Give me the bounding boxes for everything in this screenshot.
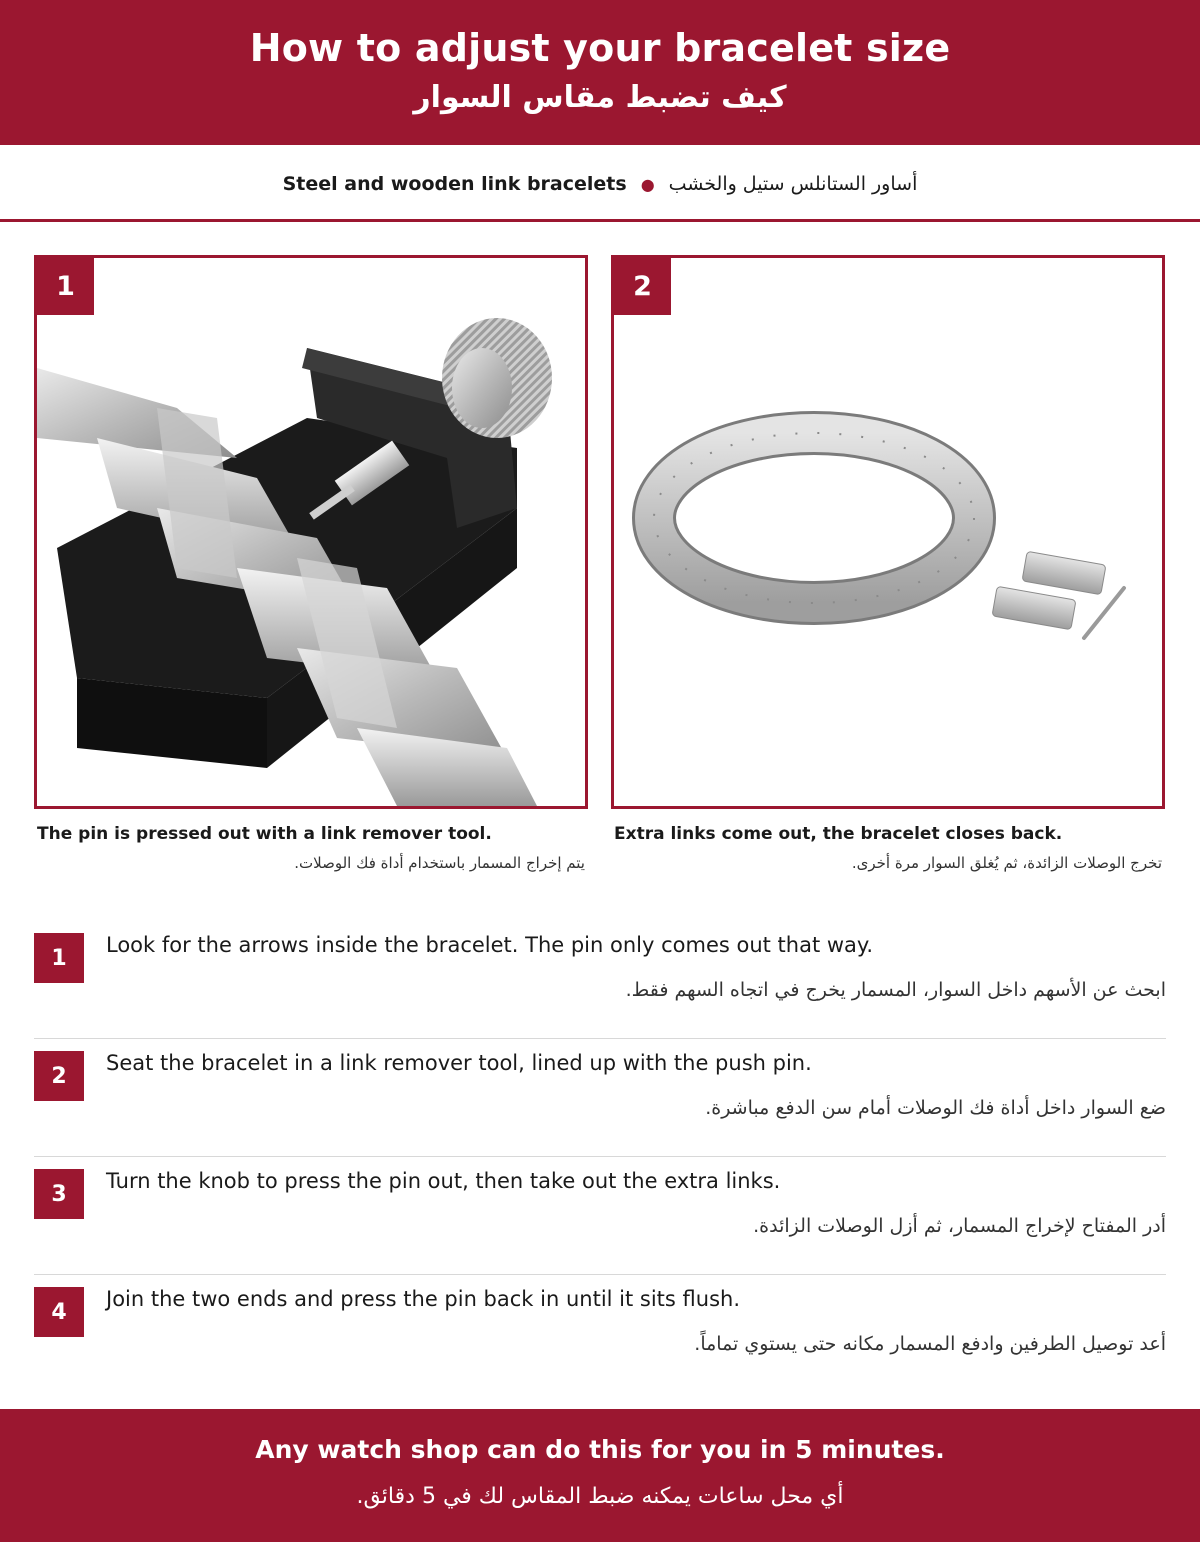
knurled-knob bbox=[442, 318, 552, 438]
step-number-badge: 1 bbox=[34, 933, 84, 983]
removed-pin bbox=[1084, 588, 1124, 638]
step-item bbox=[34, 921, 1166, 1039]
subtitle-english: Steel and wooden link bracelets bbox=[282, 173, 627, 195]
caption-arabic: تخرج الوصلات الزائدة، ثم يُغلق السوار مرة أخرى. bbox=[851, 854, 1162, 872]
step-text-english: Turn the knob to press the pin out, then take out the extra links. bbox=[106, 1169, 781, 1193]
footer-note-english: Any watch shop can do this for you in 5 minutes. bbox=[255, 1435, 945, 1464]
panel-number-badge: 2 bbox=[614, 258, 671, 315]
image-panel-2 bbox=[611, 255, 1165, 809]
panel-2-caption bbox=[611, 824, 1165, 872]
subtitle-arabic: أساور الستانلس ستيل والخشب bbox=[668, 173, 918, 195]
step-item bbox=[34, 1275, 1166, 1393]
caption-english: The pin is pressed out with a link remover tool. bbox=[37, 824, 492, 844]
step-text-english: Join the two ends and press the pin back in until it sits flush. bbox=[106, 1287, 740, 1311]
step-number-badge: 3 bbox=[34, 1169, 84, 1219]
separator-dot-icon: ● bbox=[640, 174, 655, 194]
step-text-arabic: ابحث عن الأسهم داخل السوار، المسمار يخرج في اتجاه السهم فقط. bbox=[625, 979, 1166, 1001]
panel-1-caption bbox=[34, 824, 588, 872]
subtitle-bar bbox=[0, 166, 1200, 202]
page-footer bbox=[0, 1409, 1200, 1542]
step-text-english: Look for the arrows inside the bracelet. The pin only comes out that way. bbox=[106, 933, 874, 957]
step-item bbox=[34, 1039, 1166, 1157]
page-title-arabic: كيف تضبط مقاس السوار bbox=[413, 80, 787, 115]
bracelet-loop bbox=[654, 433, 974, 603]
page-title: How to adjust your bracelet size bbox=[249, 26, 951, 70]
step-text-arabic: أدر المفتاح لإخراج المسمار، ثم أزل الوصلات الزائدة. bbox=[753, 1215, 1166, 1237]
step-text-arabic: أعد توصيل الطرفين وادفع المسمار مكانه حتى يستوي تماماً. bbox=[694, 1333, 1166, 1355]
step-number-badge: 2 bbox=[34, 1051, 84, 1101]
header-divider bbox=[0, 219, 1200, 222]
removed-link-2 bbox=[992, 586, 1076, 629]
step-number-badge: 4 bbox=[34, 1287, 84, 1337]
link-remover-tool-illustration bbox=[37, 258, 585, 806]
caption-english: Extra links come out, the bracelet closes back. bbox=[614, 824, 1063, 844]
closed-bracelet-illustration bbox=[614, 258, 1162, 806]
caption-arabic: يتم إخراج المسمار باستخدام أداة فك الوصلات. bbox=[294, 854, 585, 872]
removed-link-1 bbox=[1022, 551, 1106, 594]
step-item bbox=[34, 1157, 1166, 1275]
footer-note-arabic: أي محل ساعات يمكنه ضبط المقاس لك في 5 دقائق. bbox=[356, 1484, 844, 1509]
instruction-steps bbox=[34, 921, 1166, 1393]
step-text-arabic: ضع السوار داخل أداة فك الوصلات أمام سن الدفع مباشرة. bbox=[705, 1097, 1166, 1119]
panel-number-badge: 1 bbox=[37, 258, 94, 315]
image-panel-1 bbox=[34, 255, 588, 809]
step-text-english: Seat the bracelet in a link remover tool, lined up with the push pin. bbox=[106, 1051, 812, 1075]
page-header bbox=[0, 0, 1200, 145]
